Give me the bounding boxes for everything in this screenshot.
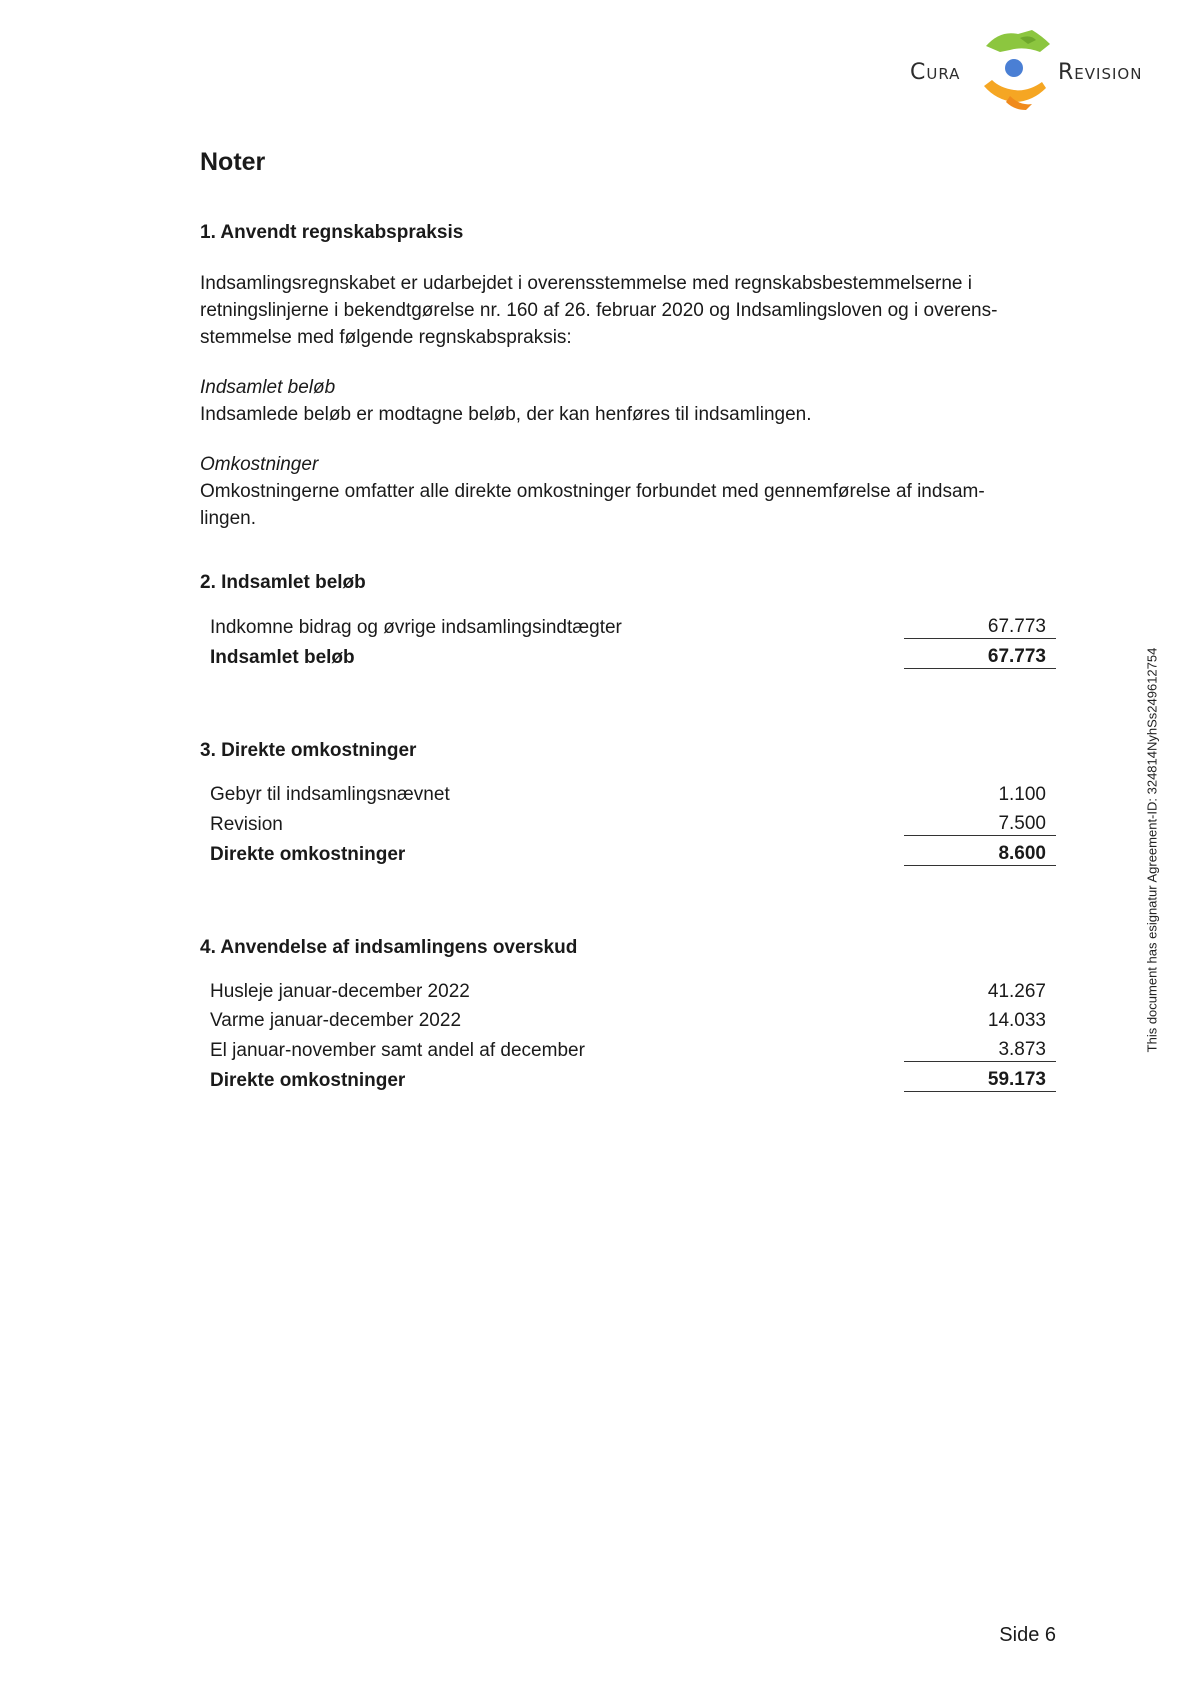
note1-sub2-line: Omkostningerne omfatter alle direkte omkostninger forbundet med gennemførelse af indsam-: [200, 481, 985, 502]
note1-intro-line: stemmelse med følgende regnskabspraksis:: [200, 327, 572, 348]
table-total-row: [210, 639, 1056, 669]
note4-heading: 4. Anvendelse af indsamlingens overskud: [200, 937, 578, 958]
total-amount: 67.773: [904, 639, 1056, 669]
table-total-row: [210, 1062, 1056, 1092]
page-number: Side 6: [999, 1624, 1056, 1646]
row-label: Husleje januar-december 2022: [210, 981, 470, 1002]
note1-sub2-heading: Omkostninger: [200, 454, 319, 475]
row-label: Gebyr til indsamlingsnævnet: [210, 784, 450, 805]
row-amount: 41.267: [987, 981, 1046, 1002]
table-row: [210, 1032, 1056, 1062]
note3-table: [210, 777, 1056, 866]
row-amount: 3.873: [904, 1032, 1056, 1062]
note-accounting-policy: [200, 222, 1056, 532]
logo-word-right: Revision: [1058, 60, 1143, 85]
note1-heading: 1. Anvendt regnskabspraksis: [200, 222, 464, 243]
note3-heading: 3. Direkte omkostninger: [200, 740, 417, 761]
page-title: Noter: [200, 148, 266, 176]
row-amount: 1.100: [998, 784, 1046, 805]
note-direct-costs: [200, 740, 1056, 865]
note-collected-amount: [200, 572, 1056, 668]
note1-sub1-heading: Indsamlet beløb: [200, 377, 336, 398]
note-surplus-use: [200, 937, 1056, 1091]
note4-table: [210, 974, 1056, 1092]
logo-hands-icon: [980, 26, 1056, 112]
note2-table: [210, 609, 1056, 669]
row-label: Indkomne bidrag og øvrige indsamlingsindtægter: [210, 616, 622, 638]
total-label: Indsamlet beløb: [210, 646, 355, 668]
row-label: Varme januar-december 2022: [210, 1010, 462, 1031]
note1-sub2-line: lingen.: [200, 508, 256, 529]
row-amount: 14.033: [987, 1010, 1046, 1031]
note1-intro-line: Indsamlingsregnskabet er udarbejdet i overensstemmelse med regnskabsbestemmelserne i: [200, 273, 972, 294]
total-amount: 8.600: [904, 836, 1056, 866]
row-amount: 7.500: [904, 806, 1056, 836]
table-row: [210, 777, 1056, 806]
row-label: Revision: [210, 813, 283, 835]
row-amount: 67.773: [904, 609, 1056, 639]
note2-heading: 2. Indsamlet beløb: [200, 572, 366, 593]
note1-intro-line: retningslinjerne i bekendtgørelse nr. 160 af 26. februar 2020 og Indsamlingsloven og i overens-: [200, 300, 998, 321]
table-row: [210, 806, 1056, 836]
total-label: Direkte omkostninger: [210, 1069, 406, 1091]
table-total-row: [210, 836, 1056, 866]
total-amount: 59.173: [904, 1062, 1056, 1092]
logo-word-left: Cura: [910, 60, 961, 85]
company-logo: [910, 26, 1170, 116]
total-label: Direkte omkostninger: [210, 843, 406, 865]
note1-sub1-text: Indsamlede beløb er modtagne beløb, der kan henføres til indsamlingen.: [200, 404, 812, 425]
table-row: [210, 609, 1056, 639]
table-row: [210, 974, 1056, 1003]
notes-content: [200, 140, 1056, 1091]
row-label: El januar-november samt andel af december: [210, 1039, 585, 1061]
table-row: [210, 1003, 1056, 1032]
esignatur-agreement-id: This document has esignatur Agreement-ID: 324814NyhSs249612754: [1144, 647, 1160, 1053]
